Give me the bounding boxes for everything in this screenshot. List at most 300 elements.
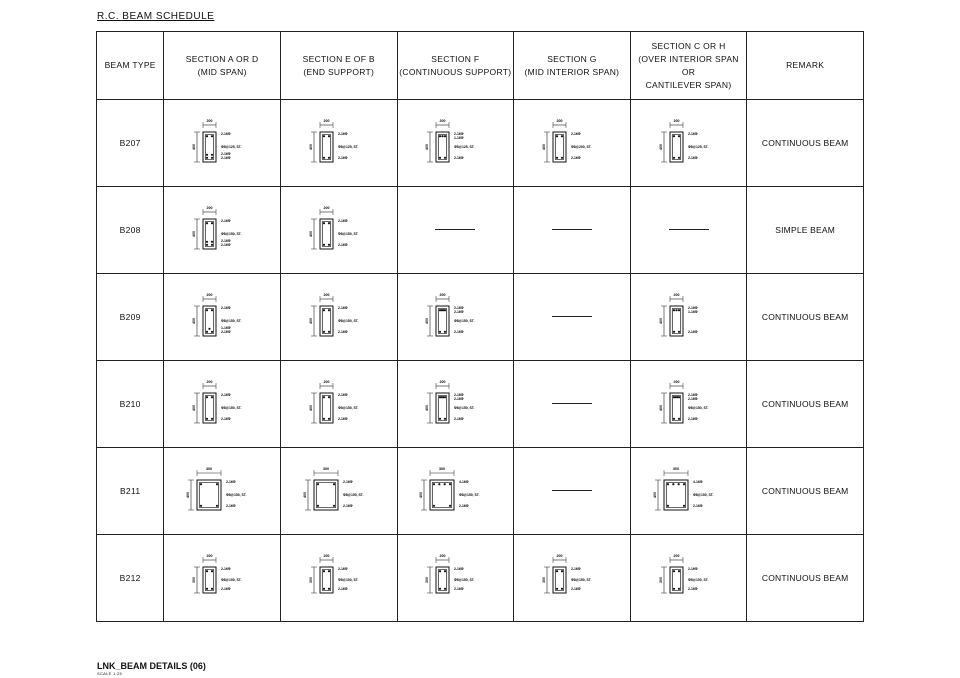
rebar-callout-extra-bottom: 2-16Φ	[221, 239, 231, 243]
section-cell	[397, 448, 514, 535]
height-dimension-label: 400	[425, 405, 430, 411]
concrete-outline	[203, 393, 216, 423]
stirrup-outline	[672, 308, 680, 333]
height-dimension-label: 400	[658, 144, 663, 150]
stirrup-outline	[322, 308, 330, 333]
width-dimension-label: 200	[323, 380, 330, 384]
bottom-rebar	[206, 588, 208, 590]
top-rebar	[206, 135, 208, 137]
header-section-e-line2: (END SUPPORT)	[303, 66, 375, 77]
top-rebar	[323, 309, 325, 311]
top-rebar	[211, 396, 213, 398]
bottom-rebar	[333, 505, 335, 507]
stirrup-outline	[672, 569, 680, 590]
beam-section-drawing	[167, 288, 277, 346]
stirrup-outline	[322, 395, 330, 420]
top-rebar	[556, 135, 558, 137]
rebar-callout-bottom: 2-16Φ	[221, 587, 231, 591]
stirrup-outline	[555, 134, 563, 159]
rebar-callout-top: 2-16Φ	[221, 132, 231, 136]
height-dimension-label: 400	[308, 231, 313, 237]
beam-type-cell: B207	[97, 100, 164, 187]
rebar-callout-stirrup: Φ8@125, ST.	[454, 145, 475, 149]
bottom-rebar	[323, 418, 325, 420]
bottom-rebar	[439, 157, 441, 159]
height-dimension-label: 400	[652, 492, 657, 498]
section-cell	[397, 535, 514, 622]
rebar-callout-bottom: 2-16Φ	[459, 504, 469, 508]
extra-bottom-rebar	[211, 154, 213, 156]
header-section-c	[630, 32, 747, 100]
rebar-callout-stirrup: Φ8@150, ST.	[454, 578, 475, 582]
top-rebar	[444, 570, 446, 572]
top-rebar	[672, 483, 674, 485]
section-cell	[514, 361, 631, 448]
top-rebar	[682, 483, 684, 485]
section-cell	[164, 448, 281, 535]
beam-section-drawing	[167, 375, 277, 433]
bottom-rebar	[206, 157, 208, 159]
section-cell	[164, 187, 281, 274]
top-rebar	[561, 570, 563, 572]
rebar-callout-extra-bottom: 1-16Φ	[221, 326, 231, 330]
top-rebar	[444, 309, 446, 311]
height-dimension-label: 300	[541, 577, 546, 583]
remark-cell: SIMPLE BEAM	[747, 187, 864, 274]
top-rebar	[333, 483, 335, 485]
top-rebar	[211, 135, 213, 137]
rebar-callout-stirrup: Φ8@150, ST.	[221, 319, 242, 323]
width-dimension-label: 200	[673, 380, 680, 384]
rebar-callout-stirrup: Φ8@100, ST.	[687, 578, 708, 582]
height-dimension-label: 400	[192, 405, 197, 411]
stirrup-outline	[322, 134, 330, 159]
rebar-callout-bottom: 2-16Φ	[570, 587, 581, 591]
rebar-callout-bottom: 2-16Φ	[454, 417, 464, 421]
bottom-rebar	[206, 244, 208, 246]
section-cell	[164, 274, 281, 361]
header-section-f	[397, 32, 514, 100]
top-rebar	[677, 309, 679, 311]
beam-section-drawing	[634, 288, 744, 346]
rebar-callout-top: 2-16Φ	[337, 219, 348, 223]
stirrup-outline	[322, 569, 330, 590]
bottom-rebar	[211, 331, 213, 333]
section-cell	[164, 100, 281, 187]
beam-section-drawing	[167, 114, 277, 172]
rebar-callout-stirrup: Φ8@200, ST.	[570, 145, 592, 149]
beam-section-drawing	[284, 114, 394, 172]
section-cell	[280, 100, 397, 187]
bottom-rebar	[682, 505, 684, 507]
drawing-title: LNK_BEAM DETAILS (06)	[97, 661, 206, 671]
rebar-callout-top: 2-16Φ	[337, 132, 348, 136]
rebar-callout-extra-top: 2-16Φ	[454, 310, 464, 314]
top-rebar	[672, 135, 674, 137]
width-dimension-label: 200	[439, 119, 446, 123]
header-beam-type: BEAM TYPE	[97, 32, 164, 100]
beam-section-drawing	[284, 462, 394, 520]
height-dimension-label: 400	[658, 405, 663, 411]
header-section-c-line1: SECTION C OR H	[651, 40, 726, 51]
header-remark: REMARK	[747, 32, 864, 100]
rebar-callout-bottom: 2-16Φ	[337, 587, 348, 591]
top-rebar	[444, 396, 446, 398]
rebar-callout-bottom: 2-16Φ	[570, 156, 581, 160]
width-dimension-label: 200	[673, 554, 680, 558]
rebar-callout-top: 2-16Φ	[570, 132, 581, 136]
height-dimension-label: 300	[658, 577, 663, 583]
beam-section-drawing	[517, 114, 627, 172]
top-rebar	[677, 135, 679, 137]
bottom-rebar	[677, 588, 679, 590]
rebar-callout-bottom: 2-16Φ	[692, 504, 703, 508]
section-cell	[630, 535, 747, 622]
section-cell	[164, 361, 281, 448]
top-rebar	[449, 483, 451, 485]
height-dimension-label: 400	[425, 318, 430, 324]
top-rebar	[442, 135, 444, 137]
beam-section-drawing	[400, 462, 510, 520]
width-dimension-label: 300	[672, 467, 679, 471]
rebar-callout-top: 2-16Φ	[454, 306, 464, 310]
bottom-rebar	[439, 588, 441, 590]
not-applicable-dash	[552, 316, 592, 317]
rebar-callout-stirrup: Φ8@150, ST.	[459, 493, 480, 497]
beam-type-cell: B208	[97, 187, 164, 274]
beam-section-drawing	[634, 462, 744, 520]
bottom-rebar	[323, 588, 325, 590]
section-cell	[630, 448, 747, 535]
height-dimension-label: 400	[192, 144, 197, 150]
header-section-g-line2: (MID INTERIOR SPAN)	[524, 66, 620, 77]
rebar-callout-top: 2-16Φ	[570, 567, 581, 571]
beam-section-drawing	[517, 549, 627, 607]
beam-section-drawing	[167, 549, 277, 607]
section-cell	[280, 274, 397, 361]
width-dimension-label: 200	[206, 206, 213, 210]
width-dimension-label: 300	[206, 467, 213, 471]
height-dimension-label: 400	[425, 144, 430, 150]
rebar-callout-stirrup: Φ8@150, ST.	[687, 406, 708, 410]
drawing-scale: SCALE 1:25	[97, 671, 123, 676]
rebar-callout-stirrup: Φ8@150, ST.	[337, 319, 359, 323]
rebar-callout-extra-top: 1-16Φ	[687, 310, 698, 314]
remark-cell: CONTINUOUS BEAM	[747, 535, 864, 622]
rebar-callout-top: 2-16Φ	[337, 306, 348, 310]
width-dimension-label: 200	[206, 380, 213, 384]
rebar-callout-stirrup: Φ8@125, ST.	[221, 145, 242, 149]
header-row	[97, 32, 864, 100]
rebar-callout-top: 2-16Φ	[221, 306, 231, 310]
stirrup-outline	[666, 482, 685, 507]
width-dimension-label: 200	[673, 293, 680, 297]
top-rebar	[328, 309, 330, 311]
remark-cell: CONTINUOUS BEAM	[747, 100, 864, 187]
extra-bottom-rebar	[211, 241, 213, 243]
schedule-title: R.C. BEAM SCHEDULE	[97, 11, 215, 22]
rebar-callout-bottom: 2-16Φ	[337, 156, 348, 160]
table-row	[97, 100, 864, 187]
width-dimension-label: 200	[439, 554, 446, 558]
bottom-rebar	[216, 505, 218, 507]
section-cell	[630, 100, 747, 187]
top-rebar	[444, 135, 446, 137]
stirrup-outline	[205, 569, 213, 590]
top-rebar	[206, 396, 208, 398]
beam-schedule-table	[96, 31, 864, 622]
section-cell	[280, 187, 397, 274]
rebar-callout-stirrup: Φ8@150, ST.	[692, 493, 713, 497]
beam-section-drawing	[284, 201, 394, 259]
top-rebar	[211, 309, 213, 311]
height-dimension-label: 300	[192, 577, 197, 583]
top-rebar	[206, 309, 208, 311]
top-rebar	[323, 570, 325, 572]
rebar-callout-top: 2-16Φ	[221, 567, 231, 571]
stirrup-outline	[439, 395, 447, 420]
top-rebar	[317, 483, 319, 485]
stirrup-outline	[439, 569, 447, 590]
width-dimension-label: 200	[206, 119, 213, 123]
stirrup-outline	[322, 221, 330, 246]
remark-cell: CONTINUOUS BEAM	[747, 361, 864, 448]
section-cell	[630, 274, 747, 361]
rebar-callout-bottom: 2-16Φ	[454, 156, 464, 160]
rebar-callout-stirrup: Φ8@100, ST.	[337, 578, 359, 582]
rebar-callout-bottom: 2-16Φ	[226, 504, 236, 508]
section-cell	[630, 361, 747, 448]
section-cell	[280, 448, 397, 535]
bottom-rebar	[666, 505, 668, 507]
bottom-rebar	[211, 244, 213, 246]
rebar-callout-stirrup: Φ8@150, ST.	[454, 406, 475, 410]
beam-section-drawing	[634, 375, 744, 433]
beam-section-drawing	[634, 114, 744, 172]
bottom-rebar	[556, 157, 558, 159]
rebar-callout-bottom: 2-16Φ	[337, 243, 348, 247]
top-rebar	[677, 570, 679, 572]
top-rebar	[211, 222, 213, 224]
table-row	[97, 448, 864, 535]
top-rebar	[677, 483, 679, 485]
rebar-callout-top: 4-16Φ	[692, 480, 703, 484]
rebar-callout-extra-bottom: 2-16Φ	[221, 152, 231, 156]
height-dimension-label: 400	[419, 492, 424, 498]
beam-section-drawing	[167, 462, 277, 520]
rebar-callout-top: 2-16Φ	[687, 306, 698, 310]
section-cell	[280, 535, 397, 622]
header-section-a	[164, 32, 281, 100]
top-rebar	[216, 483, 218, 485]
height-dimension-label: 400	[308, 318, 313, 324]
rebar-callout-stirrup: Φ8@150, ST.	[570, 578, 592, 582]
stirrup-outline	[433, 482, 452, 507]
extra-bottom-rebar	[206, 154, 208, 156]
bottom-rebar	[672, 331, 674, 333]
rebar-callout-bottom: 2-16Φ	[221, 417, 231, 421]
top-rebar	[672, 309, 674, 311]
top-rebar	[677, 396, 679, 398]
schedule-body	[97, 100, 864, 622]
rebar-callout-extra-top: 2-16Φ	[687, 397, 698, 401]
rebar-callout-bottom: 2-16Φ	[221, 330, 231, 334]
width-dimension-label: 200	[206, 293, 213, 297]
height-dimension-label: 400	[541, 144, 546, 150]
rebar-callout-bottom: 2-16Φ	[342, 504, 353, 508]
rebar-callout-top: 2-16Φ	[221, 219, 231, 223]
not-applicable-dash	[552, 490, 592, 491]
stirrup-outline	[205, 395, 213, 420]
rebar-callout-stirrup: Φ8@150, ST.	[221, 232, 242, 236]
stirrup-outline	[439, 308, 447, 333]
stirrup-outline	[672, 395, 680, 420]
bottom-rebar	[317, 505, 319, 507]
section-cell	[397, 361, 514, 448]
table-row	[97, 274, 864, 361]
rebar-callout-stirrup: Φ8@150, ST.	[221, 578, 242, 582]
bottom-rebar	[211, 157, 213, 159]
bottom-rebar	[444, 418, 446, 420]
rebar-callout-stirrup: Φ8@125, ST.	[687, 145, 708, 149]
beam-section-drawing	[284, 288, 394, 346]
header-section-c-line3: CANTILEVER SPAN)	[645, 79, 732, 90]
rebar-callout-bottom: 2-16Φ	[221, 243, 231, 247]
bottom-rebar	[672, 418, 674, 420]
section-cell	[514, 535, 631, 622]
rebar-callout-bottom: 2-16Φ	[687, 587, 698, 591]
width-dimension-label: 200	[556, 554, 563, 558]
width-dimension-label: 200	[439, 380, 446, 384]
width-dimension-label: 200	[323, 119, 330, 123]
top-rebar	[323, 222, 325, 224]
beam-section-drawing	[284, 549, 394, 607]
top-rebar	[561, 135, 563, 137]
bottom-rebar	[444, 588, 446, 590]
bottom-rebar	[444, 157, 446, 159]
height-dimension-label: 300	[425, 577, 430, 583]
rebar-callout-extra-top: 2-16Φ	[454, 397, 464, 401]
bottom-rebar	[672, 588, 674, 590]
height-dimension-label: 400	[192, 231, 197, 237]
table-row	[97, 535, 864, 622]
header-section-g	[514, 32, 631, 100]
stirrup-outline	[205, 221, 213, 246]
height-dimension-label: 400	[658, 318, 663, 324]
width-dimension-label: 200	[323, 293, 330, 297]
rebar-callout-top: 2-16Φ	[221, 393, 231, 397]
bottom-rebar	[561, 157, 563, 159]
width-dimension-label: 200	[206, 554, 213, 558]
top-rebar	[666, 483, 668, 485]
bottom-rebar	[328, 157, 330, 159]
remark-cell: CONTINUOUS BEAM	[747, 274, 864, 361]
rebar-callout-stirrup: Φ8@150, ST.	[454, 319, 475, 323]
bottom-rebar	[323, 331, 325, 333]
bottom-rebar	[439, 418, 441, 420]
top-rebar	[439, 135, 441, 137]
bottom-rebar	[211, 418, 213, 420]
beam-section-drawing	[400, 549, 510, 607]
rebar-callout-top: 2-16Φ	[342, 480, 353, 484]
bottom-rebar	[323, 244, 325, 246]
beam-type-cell: B210	[97, 361, 164, 448]
not-applicable-dash	[435, 229, 475, 230]
rebar-callout-bottom: 2-16Φ	[221, 156, 231, 160]
header-section-c-line2: (OVER INTERIOR SPAN OR	[638, 53, 739, 77]
top-rebar	[200, 483, 202, 485]
bottom-rebar	[200, 505, 202, 507]
section-cell	[164, 535, 281, 622]
bottom-rebar	[323, 157, 325, 159]
top-rebar	[323, 135, 325, 137]
beam-type-cell: B209	[97, 274, 164, 361]
height-dimension-label: 300	[308, 577, 313, 583]
height-dimension-label: 400	[186, 492, 191, 498]
rebar-callout-stirrup: Φ8@150, ST.	[342, 493, 364, 497]
rebar-callout-stirrup: Φ8@150, ST.	[337, 406, 359, 410]
rebar-callout-top: 4-16Φ	[459, 480, 469, 484]
rebar-callout-top: 2-16Φ	[454, 132, 464, 136]
rebar-callout-bottom: 2-16Φ	[454, 587, 464, 591]
section-cell	[397, 274, 514, 361]
rebar-callout-top: 2-16Φ	[337, 393, 348, 397]
extra-bottom-rebar	[206, 241, 208, 243]
bottom-rebar	[328, 244, 330, 246]
width-dimension-label: 200	[439, 293, 446, 297]
concrete-outline	[203, 219, 216, 249]
table-row	[97, 361, 864, 448]
bottom-rebar	[328, 418, 330, 420]
top-rebar	[328, 222, 330, 224]
beam-section-drawing	[634, 549, 744, 607]
bottom-rebar	[449, 505, 451, 507]
beam-section-drawing	[400, 375, 510, 433]
bottom-rebar	[444, 331, 446, 333]
height-dimension-label: 400	[308, 144, 313, 150]
beam-section-drawing	[284, 375, 394, 433]
header-section-a-line1: SECTION A OR D	[185, 53, 259, 64]
stirrup-outline	[672, 134, 680, 159]
top-rebar	[323, 396, 325, 398]
section-cell	[514, 274, 631, 361]
bottom-rebar	[433, 505, 435, 507]
bottom-rebar	[677, 331, 679, 333]
bottom-rebar	[677, 157, 679, 159]
top-rebar	[439, 483, 441, 485]
header-section-f-line1: SECTION F	[431, 53, 480, 64]
height-dimension-label: 400	[308, 405, 313, 411]
remark-cell: CONTINUOUS BEAM	[747, 448, 864, 535]
top-rebar	[675, 309, 677, 311]
rebar-callout-bottom: 2-16Φ	[337, 330, 348, 334]
beam-section-drawing	[400, 288, 510, 346]
top-rebar	[328, 570, 330, 572]
width-dimension-label: 200	[323, 206, 330, 210]
rebar-callout-bottom: 2-16Φ	[687, 156, 698, 160]
rebar-callout-top: 2-16Φ	[454, 393, 464, 397]
rebar-callout-top: 2-16Φ	[226, 480, 236, 484]
rebar-callout-bottom: 2-16Φ	[687, 417, 698, 421]
top-rebar	[206, 222, 208, 224]
concrete-outline	[203, 132, 216, 162]
section-cell	[397, 100, 514, 187]
stirrup-outline	[205, 134, 213, 159]
rebar-callout-top: 2-16Φ	[337, 567, 348, 571]
rebar-callout-top: 2-16Φ	[687, 567, 698, 571]
width-dimension-label: 200	[556, 119, 563, 123]
beam-type-cell: B211	[97, 448, 164, 535]
